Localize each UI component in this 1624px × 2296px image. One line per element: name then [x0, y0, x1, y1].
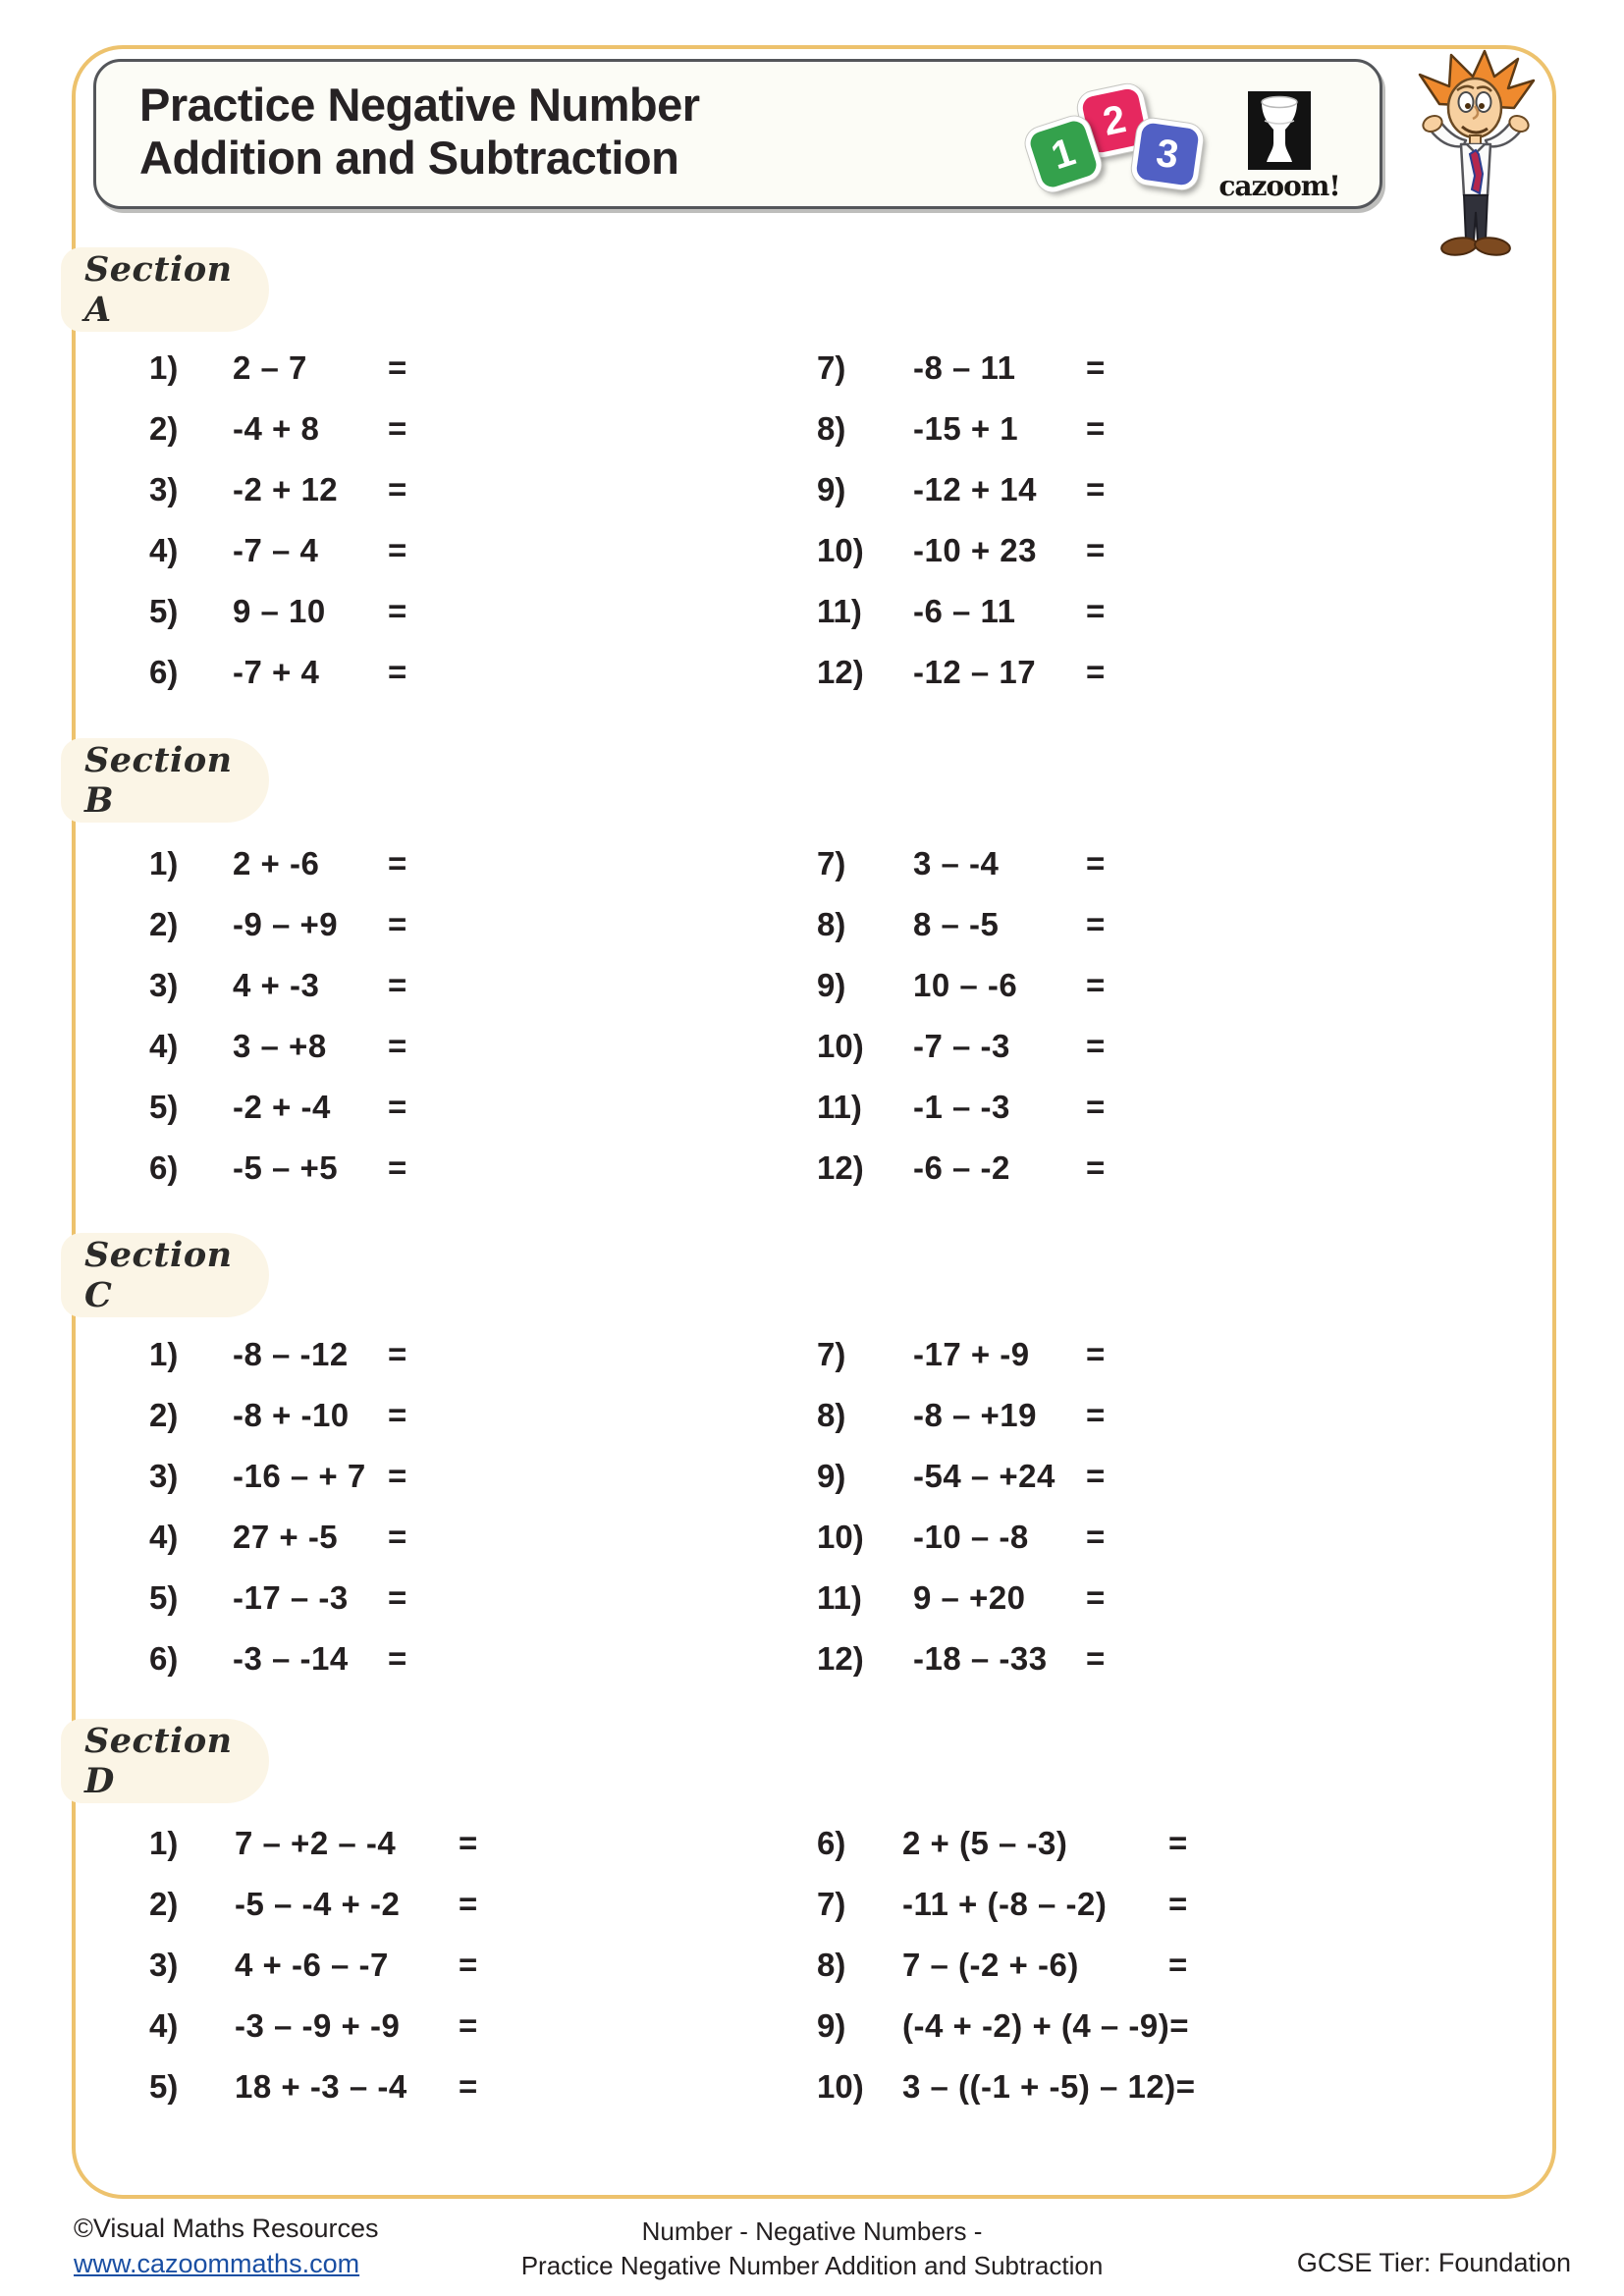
equals-sign: =	[1086, 1579, 1106, 1616]
problem-expression: -8 – +19	[913, 1397, 1038, 1433]
equals-sign: =	[1086, 471, 1106, 507]
problem-expression: -6 – -2	[913, 1149, 1010, 1186]
equals-sign: =	[1086, 1397, 1106, 1433]
problem-expression: 18 + -3 – -4	[235, 2068, 407, 2105]
problem-row	[149, 1935, 477, 1996]
section-c-problems-left	[149, 1324, 406, 1689]
equals-sign: =	[1086, 593, 1106, 629]
equals-sign: =	[1086, 1519, 1106, 1555]
problem-row	[817, 833, 1105, 894]
equals-sign: =	[1086, 349, 1106, 386]
tile-2-digit: 2	[1099, 96, 1130, 144]
section-a-problems-right	[817, 338, 1105, 703]
problem-number: 1)	[149, 349, 179, 386]
problem-expression: -7 – 4	[233, 532, 319, 568]
equals-sign: =	[388, 410, 407, 447]
equals-sign: =	[1086, 1089, 1106, 1125]
problem-number: 1)	[149, 1336, 179, 1372]
problem-number: 3)	[149, 967, 179, 1003]
problem-row	[149, 955, 406, 1016]
equals-sign: =	[388, 1028, 407, 1064]
problem-expression: 7 – (-2 + -6)	[902, 1947, 1079, 1983]
equals-sign: =	[388, 1640, 407, 1677]
equals-sign: =	[1086, 906, 1106, 942]
problem-row	[149, 1077, 406, 1138]
equals-sign: =	[388, 1397, 407, 1433]
problem-expression: -16 – + 7	[233, 1458, 366, 1494]
equals-sign: =	[388, 471, 407, 507]
problem-expression: -18 – -33	[913, 1640, 1048, 1677]
problem-row	[149, 1996, 477, 2056]
problem-row	[149, 1324, 406, 1385]
problem-row	[149, 1446, 406, 1507]
problem-number: 6)	[149, 654, 179, 690]
mascot-character-icon	[1394, 45, 1559, 263]
problem-number: 7)	[817, 1336, 846, 1372]
section-c-problems-right	[817, 1324, 1105, 1689]
problem-number: 8)	[817, 906, 846, 942]
problem-row	[817, 1138, 1105, 1199]
section-b-label-pill	[61, 738, 269, 823]
number-tile-3-icon	[1130, 117, 1206, 192]
equals-sign: =	[1086, 410, 1106, 447]
footer-topic-line1: Number - Negative Numbers -	[641, 2216, 983, 2246]
problem-number: 11)	[817, 1579, 862, 1616]
page-title-line2: Addition and Subtraction	[139, 132, 679, 184]
equals-sign: =	[1086, 1028, 1106, 1064]
problem-number: 12)	[817, 1149, 864, 1186]
equals-sign: =	[388, 1336, 407, 1372]
equals-sign: =	[388, 906, 407, 942]
problem-expression: -7 – -3	[913, 1028, 1010, 1064]
problem-number: 7)	[817, 1886, 846, 1922]
problem-row	[149, 1874, 477, 1935]
problem-expression: -3 – -14	[233, 1640, 349, 1677]
problem-number: 1)	[149, 845, 179, 881]
problem-number: 3)	[149, 1947, 179, 1983]
equals-sign: =	[388, 845, 407, 881]
equals-sign: =	[459, 1947, 478, 1983]
problem-expression: -9 – +9	[233, 906, 339, 942]
equals-sign: =	[459, 1886, 478, 1922]
problem-row	[817, 1813, 1195, 1874]
problem-expression: -1 – -3	[913, 1089, 1010, 1125]
problem-row	[149, 1629, 406, 1689]
problem-number: 4)	[149, 1519, 179, 1555]
problem-number: 7)	[817, 349, 846, 386]
problem-number: 6)	[149, 1640, 179, 1677]
problem-row	[817, 1568, 1105, 1629]
problem-expression: -10 + 23	[913, 532, 1038, 568]
problem-row	[149, 833, 406, 894]
problem-expression: 3 – +8	[233, 1028, 327, 1064]
problem-row	[817, 1996, 1195, 2056]
footer-website-link[interactable]: www.cazoommaths.com	[74, 2249, 360, 2278]
problem-number: 9)	[817, 471, 846, 507]
problem-row	[817, 642, 1105, 703]
problem-row	[149, 581, 406, 642]
equals-sign: =	[1169, 2007, 1189, 2044]
problem-number: 10)	[817, 532, 864, 568]
problem-expression: -2 + 12	[233, 471, 339, 507]
cazoom-brand-text: cazoom!	[1218, 170, 1340, 202]
problem-row	[149, 520, 406, 581]
problem-expression: 9 – 10	[233, 593, 326, 629]
problem-expression: (-4 + -2) + (4 – -9)	[902, 2007, 1170, 2044]
problem-number: 8)	[817, 410, 846, 447]
problem-expression: -8 – -12	[233, 1336, 349, 1372]
problem-row	[817, 1324, 1105, 1385]
equals-sign: =	[1086, 1336, 1106, 1372]
section-b-label: Section B	[84, 740, 233, 821]
problem-number: 7)	[817, 845, 846, 881]
problem-expression: 9 – +20	[913, 1579, 1026, 1616]
footer-topic-line2: Practice Negative Number Addition and Subtraction	[520, 2251, 1104, 2280]
problem-number: 1)	[149, 1825, 179, 1861]
equals-sign: =	[459, 2068, 478, 2105]
problem-expression: 3 – ((-1 + -5) – 12)	[902, 2068, 1176, 2105]
problem-row	[817, 520, 1105, 581]
problem-number: 2)	[149, 906, 179, 942]
equals-sign: =	[1086, 1458, 1106, 1494]
equals-sign: =	[1168, 1886, 1188, 1922]
problem-expression: -17 + -9	[913, 1336, 1030, 1372]
problem-number: 3)	[149, 1458, 179, 1494]
problem-expression: -15 + 1	[913, 410, 1019, 447]
section-d-label-pill	[61, 1719, 269, 1803]
problem-expression: -7 + 4	[233, 654, 320, 690]
problem-number: 2)	[149, 410, 179, 447]
problem-row	[149, 1016, 406, 1077]
problem-expression: -6 – 11	[913, 593, 1016, 629]
section-b-problems-right	[817, 833, 1105, 1199]
problem-number: 10)	[817, 1519, 864, 1555]
footer-tier: GCSE Tier: Foundation	[1296, 2248, 1571, 2277]
problem-row	[149, 399, 406, 459]
problem-row	[149, 1813, 477, 1874]
problem-number: 5)	[149, 593, 179, 629]
problem-row	[817, 1077, 1105, 1138]
equals-sign: =	[388, 1149, 407, 1186]
problem-row	[149, 2056, 477, 2117]
problem-expression: -17 – -3	[233, 1579, 349, 1616]
section-d-problems-left	[149, 1813, 477, 2117]
problem-row	[149, 338, 406, 399]
problem-row	[817, 1874, 1195, 1935]
section-b-problems-left	[149, 833, 406, 1199]
problem-number: 2)	[149, 1886, 179, 1922]
footer-copyright: ©Visual Maths Resources	[74, 2214, 379, 2243]
problem-row	[817, 1385, 1105, 1446]
problem-expression: 27 + -5	[233, 1519, 339, 1555]
equals-sign: =	[1086, 1149, 1106, 1186]
tile-3-digit: 3	[1153, 131, 1182, 177]
problem-number: 6)	[817, 1825, 846, 1861]
equals-sign: =	[459, 2007, 478, 2044]
problem-row	[817, 955, 1105, 1016]
problem-row	[817, 1629, 1105, 1689]
equals-sign: =	[1086, 654, 1106, 690]
equals-sign: =	[1086, 845, 1106, 881]
problem-expression: -5 – +5	[233, 1149, 339, 1186]
equals-sign: =	[1086, 967, 1106, 1003]
problem-number: 9)	[817, 2007, 846, 2044]
equals-sign: =	[388, 349, 407, 386]
problem-number: 5)	[149, 2068, 179, 2105]
section-c-label-pill	[61, 1233, 269, 1317]
equals-sign: =	[1168, 1825, 1188, 1861]
problem-number: 4)	[149, 1028, 179, 1064]
problem-expression: 2 + (5 – -3)	[902, 1825, 1068, 1861]
problem-row	[149, 1138, 406, 1199]
equals-sign: =	[388, 1579, 407, 1616]
page-title	[139, 79, 700, 185]
problem-number: 10)	[817, 1028, 864, 1064]
equals-sign: =	[388, 967, 407, 1003]
problem-expression: -11 + (-8 – -2)	[902, 1886, 1108, 1922]
cazoom-drum-icon	[1248, 91, 1311, 170]
problem-row	[817, 1935, 1195, 1996]
problem-number: 12)	[817, 654, 864, 690]
problem-row	[817, 399, 1105, 459]
problem-row	[817, 894, 1105, 955]
problem-number: 6)	[149, 1149, 179, 1186]
problem-row	[149, 1507, 406, 1568]
problem-row	[149, 1568, 406, 1629]
problem-row	[817, 581, 1105, 642]
equals-sign: =	[1168, 1947, 1188, 1983]
equals-sign: =	[1175, 2068, 1195, 2105]
problem-expression: -8 – 11	[913, 349, 1016, 386]
footer-center	[321, 2215, 1303, 2283]
problem-expression: -2 + -4	[233, 1089, 331, 1125]
problem-row	[817, 2056, 1195, 2117]
problem-number: 12)	[817, 1640, 864, 1677]
section-a-problems-left	[149, 338, 406, 703]
worksheet-header	[93, 59, 1382, 209]
equals-sign: =	[459, 1825, 478, 1861]
equals-sign: =	[1086, 532, 1106, 568]
problem-row	[817, 1446, 1105, 1507]
problem-expression: 4 + -6 – -7	[235, 1947, 389, 1983]
problem-expression: -3 – -9 + -9	[235, 2007, 401, 2044]
problem-expression: 7 – +2 – -4	[235, 1825, 397, 1861]
problem-expression: 3 – -4	[913, 845, 1000, 881]
problem-expression: -10 – -8	[913, 1519, 1029, 1555]
equals-sign: =	[388, 532, 407, 568]
problem-expression: 2 + -6	[233, 845, 320, 881]
section-c-label: Section C	[84, 1235, 233, 1315]
problem-expression: 2 – 7	[233, 349, 307, 386]
problem-row	[817, 1016, 1105, 1077]
problem-number: 9)	[817, 1458, 846, 1494]
equals-sign: =	[388, 1458, 407, 1494]
problem-expression: -12 + 14	[913, 471, 1038, 507]
section-d-label: Section D	[84, 1721, 233, 1801]
section-d-problems-right	[817, 1813, 1195, 2117]
problem-number: 8)	[817, 1947, 846, 1983]
section-a-label: Section A	[84, 249, 233, 330]
problem-row	[149, 1385, 406, 1446]
equals-sign: =	[388, 654, 407, 690]
problem-row	[817, 1507, 1105, 1568]
problem-expression: -4 + 8	[233, 410, 320, 447]
problem-row	[149, 459, 406, 520]
problem-number: 5)	[149, 1579, 179, 1616]
problem-number: 4)	[149, 532, 179, 568]
problem-number: 3)	[149, 471, 179, 507]
problem-row	[817, 459, 1105, 520]
problem-number: 4)	[149, 2007, 179, 2044]
equals-sign: =	[388, 593, 407, 629]
problem-number: 5)	[149, 1089, 179, 1125]
problem-expression: 8 – -5	[913, 906, 1000, 942]
equals-sign: =	[388, 1519, 407, 1555]
problem-number: 8)	[817, 1397, 846, 1433]
problem-expression: 4 + -3	[233, 967, 320, 1003]
problem-expression: -12 – 17	[913, 654, 1037, 690]
problem-expression: 10 – -6	[913, 967, 1018, 1003]
equals-sign: =	[1086, 1640, 1106, 1677]
problem-number: 9)	[817, 967, 846, 1003]
problem-row	[149, 894, 406, 955]
problem-row	[149, 642, 406, 703]
problem-expression: -54 – +24	[913, 1458, 1056, 1494]
problem-expression: -8 + -10	[233, 1397, 350, 1433]
problem-expression: -5 – -4 + -2	[235, 1886, 401, 1922]
problem-number: 11)	[817, 1089, 862, 1125]
page-title-line1: Practice Negative Number	[139, 79, 700, 131]
problem-number: 11)	[817, 593, 862, 629]
problem-number: 2)	[149, 1397, 179, 1433]
equals-sign: =	[388, 1089, 407, 1125]
tile-1-digit: 1	[1046, 130, 1081, 178]
problem-number: 10)	[817, 2068, 864, 2105]
section-a-label-pill	[61, 247, 269, 332]
problem-row	[817, 338, 1105, 399]
